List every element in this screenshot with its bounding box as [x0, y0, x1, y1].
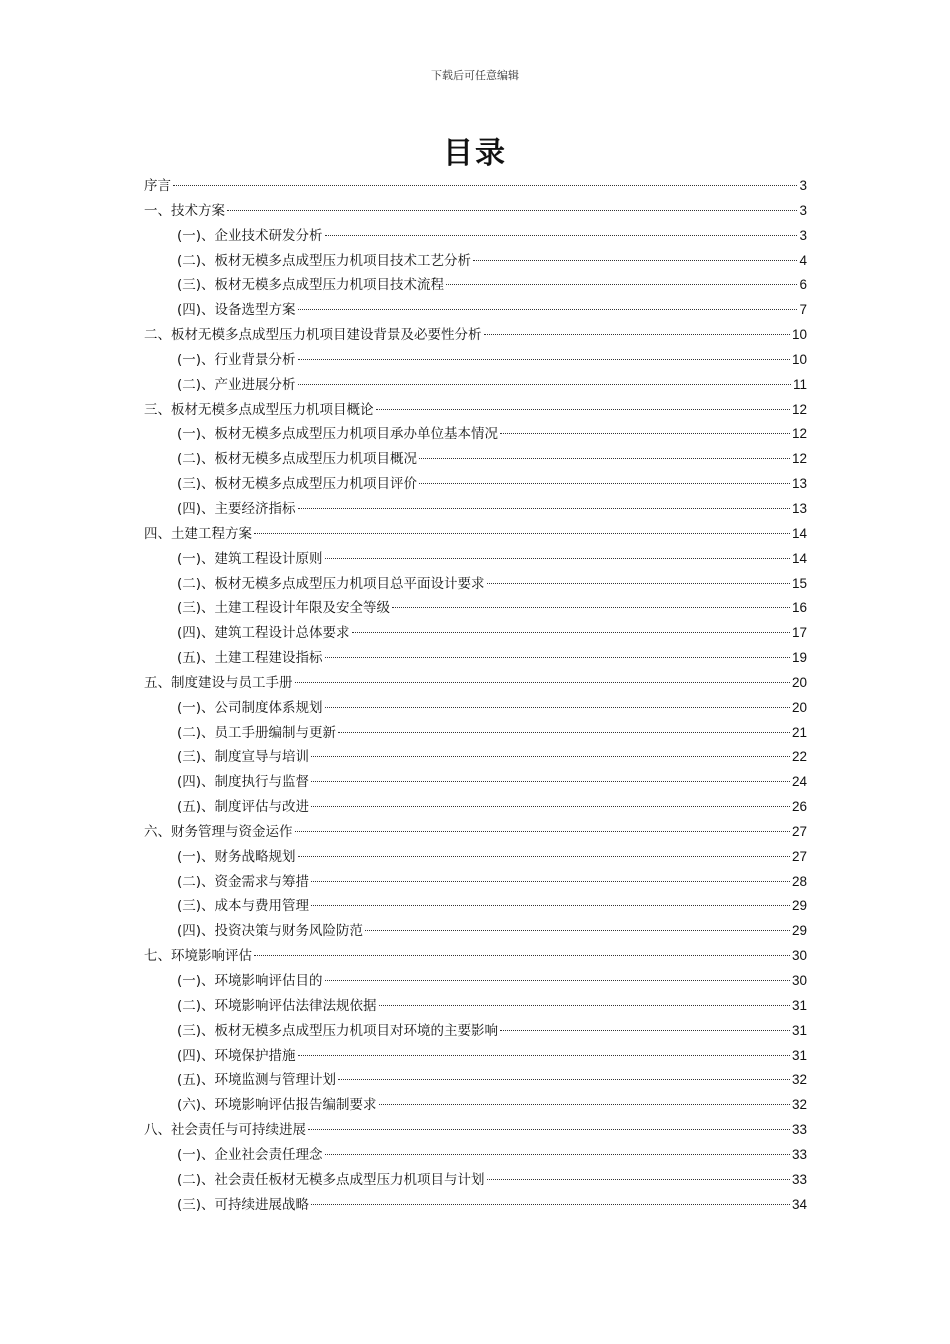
toc-entry-label: (二)、环境影响评估法律法规依据	[177, 997, 377, 1014]
toc-entry[interactable]	[144, 422, 807, 447]
toc-dot-leader	[298, 384, 791, 385]
toc-dot-leader	[325, 1154, 790, 1155]
toc-entry[interactable]	[144, 696, 807, 721]
toc-dot-leader	[419, 458, 790, 459]
toc-dot-leader	[352, 632, 790, 633]
toc-entry-label: (四)、主要经济指标	[177, 500, 296, 517]
toc-entry-label: 二、板材无模多点成型压力机项目建设背景及必要性分析	[144, 327, 482, 344]
toc-dot-leader	[473, 260, 797, 261]
toc-dot-leader	[254, 533, 790, 534]
toc-entry-label: (三)、可持续进展战略	[177, 1196, 310, 1213]
toc-dot-leader	[311, 781, 790, 782]
toc-entry-label: 七、环境影响评估	[144, 948, 252, 965]
toc-entry-page-number: 33	[791, 1122, 807, 1138]
toc-entry[interactable]	[144, 621, 807, 646]
toc-dot-leader	[298, 1055, 790, 1056]
toc-entry-label: (一)、企业技术研发分析	[177, 227, 323, 244]
toc-entry[interactable]	[144, 199, 807, 224]
toc-entry-page-number: 3	[799, 202, 807, 218]
page-title: 目录	[443, 136, 507, 171]
toc-entry-label: (二)、板材无模多点成型压力机项目技术工艺分析	[177, 252, 472, 269]
toc-dot-leader	[500, 433, 790, 434]
toc-entry-page-number: 32	[791, 1097, 807, 1113]
toc-dot-leader	[311, 806, 790, 807]
toc-entry[interactable]	[144, 373, 807, 398]
header-note: 下载后可任意编辑	[431, 69, 519, 82]
toc-entry[interactable]	[144, 472, 807, 497]
toc-entry[interactable]	[144, 1118, 807, 1143]
toc-entry-label: 四、土建工程方案	[144, 525, 252, 542]
toc-entry-page-number: 19	[791, 650, 807, 666]
toc-entry[interactable]	[144, 1044, 807, 1069]
toc-entry-label: (一)、板材无模多点成型压力机项目承办单位基本情况	[177, 426, 499, 443]
toc-entry-label: (一)、财务战略规划	[177, 848, 296, 865]
toc-entry-page-number: 29	[791, 923, 807, 939]
toc-entry-page-number: 11	[792, 376, 807, 392]
toc-dot-leader	[325, 980, 790, 981]
toc-dot-leader	[311, 1204, 790, 1205]
toc-entry[interactable]	[144, 1019, 807, 1044]
toc-dot-leader	[298, 508, 790, 509]
toc-entry[interactable]	[144, 795, 807, 820]
toc-entry-label: (五)、制度评估与改进	[177, 799, 310, 816]
toc-entry-label: (二)、产业进展分析	[177, 376, 296, 393]
toc-dot-leader	[308, 1129, 790, 1130]
toc-entry-label: 序言	[144, 178, 171, 194]
toc-dot-leader	[295, 831, 790, 832]
toc-entry-label: (五)、环境监测与管理计划	[177, 1072, 337, 1089]
toc-dot-leader	[298, 359, 790, 360]
toc-dot-leader	[392, 607, 790, 608]
toc-entry-page-number: 3	[799, 178, 807, 193]
toc-dot-leader	[487, 1179, 790, 1180]
toc-entry-label: (一)、公司制度体系规划	[177, 699, 323, 716]
toc-entry[interactable]	[144, 497, 807, 522]
toc-entry-label: (四)、投资决策与财务风险防范	[177, 923, 364, 940]
table-of-contents	[144, 174, 807, 1217]
toc-entry-label: (二)、板材无模多点成型压力机项目概况	[177, 451, 418, 468]
toc-entry-page-number: 26	[791, 799, 807, 815]
toc-entry[interactable]	[144, 969, 807, 994]
toc-dot-leader	[419, 483, 790, 484]
toc-entry-label: (一)、环境影响评估目的	[177, 973, 323, 989]
toc-entry[interactable]	[144, 944, 807, 969]
toc-dot-leader	[487, 583, 790, 584]
toc-entry-label: (三)、板材无模多点成型压力机项目评价	[177, 476, 418, 493]
toc-entry-page-number: 12	[791, 401, 807, 417]
toc-entry-page-number: 32	[791, 1072, 807, 1088]
toc-entry-page-number: 27	[791, 848, 807, 864]
toc-entry-page-number: 30	[791, 948, 807, 964]
toc-entry[interactable]	[144, 845, 807, 870]
toc-entry-label: 八、社会责任与可持续进展	[144, 1122, 306, 1139]
toc-entry-page-number: 14	[791, 550, 807, 566]
toc-dot-leader	[325, 657, 790, 658]
toc-entry-label: (一)、建筑工程设计原则	[177, 550, 323, 567]
toc-entry-page-number: 21	[791, 724, 807, 740]
toc-entry-page-number: 31	[791, 997, 807, 1013]
toc-entry-page-number: 6	[799, 277, 807, 293]
toc-dot-leader	[379, 1005, 790, 1006]
toc-entry[interactable]	[144, 1168, 807, 1193]
toc-entry-label: (六)、环境影响评估报告编制要求	[177, 1097, 377, 1114]
toc-entry[interactable]	[144, 671, 807, 696]
toc-entry-label: (一)、行业背景分析	[177, 351, 296, 368]
toc-entry-label: (二)、员工手册编制与更新	[177, 724, 337, 741]
toc-entry-page-number: 10	[791, 327, 807, 343]
toc-entry-page-number: 34	[791, 1196, 807, 1212]
toc-entry-label: 三、板材无模多点成型压力机项目概论	[144, 401, 374, 418]
toc-entry[interactable]	[144, 745, 807, 770]
toc-entry[interactable]	[144, 1068, 807, 1093]
toc-dot-leader	[173, 185, 797, 186]
toc-entry-label: (四)、制度执行与监督	[177, 774, 310, 791]
toc-dot-leader	[298, 856, 790, 857]
toc-entry-label: (四)、环境保护措施	[177, 1047, 296, 1064]
toc-entry[interactable]	[144, 348, 807, 373]
toc-entry[interactable]	[144, 646, 807, 671]
toc-dot-leader	[338, 1079, 790, 1080]
toc-entry-page-number: 33	[791, 1146, 807, 1162]
toc-entry[interactable]	[144, 870, 807, 895]
toc-dot-leader	[298, 309, 798, 310]
toc-entry[interactable]	[144, 1193, 807, 1218]
toc-entry-page-number: 33	[791, 1171, 807, 1187]
toc-dot-leader	[325, 558, 790, 559]
toc-entry[interactable]	[144, 249, 807, 274]
toc-entry-label: (五)、土建工程建设指标	[177, 650, 323, 667]
toc-entry-label: (二)、资金需求与筹措	[177, 873, 310, 890]
toc-entry-page-number: 31	[791, 1022, 807, 1038]
toc-entry[interactable]	[144, 298, 807, 323]
toc-entry[interactable]	[144, 224, 807, 249]
toc-dot-leader	[311, 905, 790, 906]
toc-entry-label: (三)、土建工程设计年限及安全等级	[177, 600, 391, 617]
toc-entry-page-number: 13	[791, 476, 807, 492]
toc-entry[interactable]	[144, 522, 807, 547]
toc-dot-leader	[376, 409, 790, 410]
toc-entry[interactable]	[144, 174, 807, 199]
toc-entry-page-number: 4	[799, 252, 807, 268]
toc-dot-leader	[446, 284, 797, 285]
toc-entry-label: (二)、板材无模多点成型压力机项目总平面设计要求	[177, 575, 485, 592]
toc-entry-page-number: 24	[791, 774, 807, 790]
toc-entry-page-number: 14	[791, 525, 807, 541]
toc-entry-label: (三)、板材无模多点成型压力机项目技术流程	[177, 277, 445, 294]
toc-dot-leader	[338, 732, 790, 733]
toc-entry-page-number: 12	[791, 451, 807, 467]
toc-entry[interactable]	[144, 1093, 807, 1118]
toc-entry-page-number: 13	[791, 500, 807, 516]
toc-entry[interactable]	[144, 770, 807, 795]
toc-dot-leader	[325, 235, 798, 236]
toc-entry-page-number: 28	[791, 873, 807, 889]
toc-entry[interactable]	[144, 447, 807, 472]
toc-dot-leader	[227, 210, 797, 211]
toc-entry-label: 一、技术方案	[144, 202, 225, 219]
toc-entry-label: (一)、企业社会责任理念	[177, 1146, 323, 1163]
toc-dot-leader	[311, 756, 790, 757]
toc-entry[interactable]	[144, 994, 807, 1019]
toc-entry[interactable]	[144, 398, 807, 423]
toc-dot-leader	[500, 1030, 790, 1031]
toc-dot-leader	[311, 881, 790, 882]
toc-dot-leader	[379, 1104, 790, 1105]
toc-entry-page-number: 7	[799, 302, 807, 318]
toc-dot-leader	[484, 334, 790, 335]
toc-entry[interactable]	[144, 919, 807, 944]
toc-entry[interactable]	[144, 820, 807, 845]
toc-dot-leader	[365, 930, 790, 931]
toc-entry[interactable]	[144, 596, 807, 621]
toc-entry-label: 五、制度建设与员工手册	[144, 674, 293, 691]
toc-entry-page-number: 22	[791, 749, 807, 765]
toc-dot-leader	[254, 955, 790, 956]
toc-entry-page-number: 16	[791, 600, 807, 616]
toc-entry[interactable]	[144, 273, 807, 298]
toc-entry-page-number: 12	[791, 426, 807, 442]
toc-entry-label: (三)、成本与费用管理	[177, 898, 310, 915]
toc-entry[interactable]	[144, 572, 807, 597]
toc-entry-page-number: 31	[791, 1047, 807, 1063]
toc-entry-page-number: 10	[791, 351, 807, 367]
toc-entry-page-number: 20	[791, 674, 807, 690]
toc-entry-page-number: 17	[791, 625, 807, 641]
toc-entry-page-number: 30	[791, 973, 807, 988]
toc-entry-page-number: 20	[791, 699, 807, 715]
toc-entry-label: (四)、建筑工程设计总体要求	[177, 625, 350, 642]
toc-entry[interactable]	[144, 721, 807, 746]
toc-dot-leader	[295, 682, 790, 683]
toc-entry-label: (三)、板材无模多点成型压力机项目对环境的主要影响	[177, 1022, 499, 1039]
toc-entry-label: 六、财务管理与资金运作	[144, 823, 293, 840]
toc-entry-label: (四)、设备选型方案	[177, 302, 296, 319]
toc-dot-leader	[325, 707, 790, 708]
toc-entry[interactable]	[144, 323, 807, 348]
toc-entry-page-number: 27	[791, 823, 807, 839]
toc-entry-label: (二)、社会责任板材无模多点成型压力机项目与计划	[177, 1171, 485, 1188]
toc-entry[interactable]	[144, 547, 807, 572]
toc-entry-page-number: 15	[791, 575, 807, 591]
toc-entry-page-number: 29	[791, 898, 807, 914]
toc-entry-page-number: 3	[799, 227, 807, 243]
toc-entry-label: (三)、制度宣导与培训	[177, 749, 310, 766]
toc-entry[interactable]	[144, 1143, 807, 1168]
toc-entry[interactable]	[144, 894, 807, 919]
